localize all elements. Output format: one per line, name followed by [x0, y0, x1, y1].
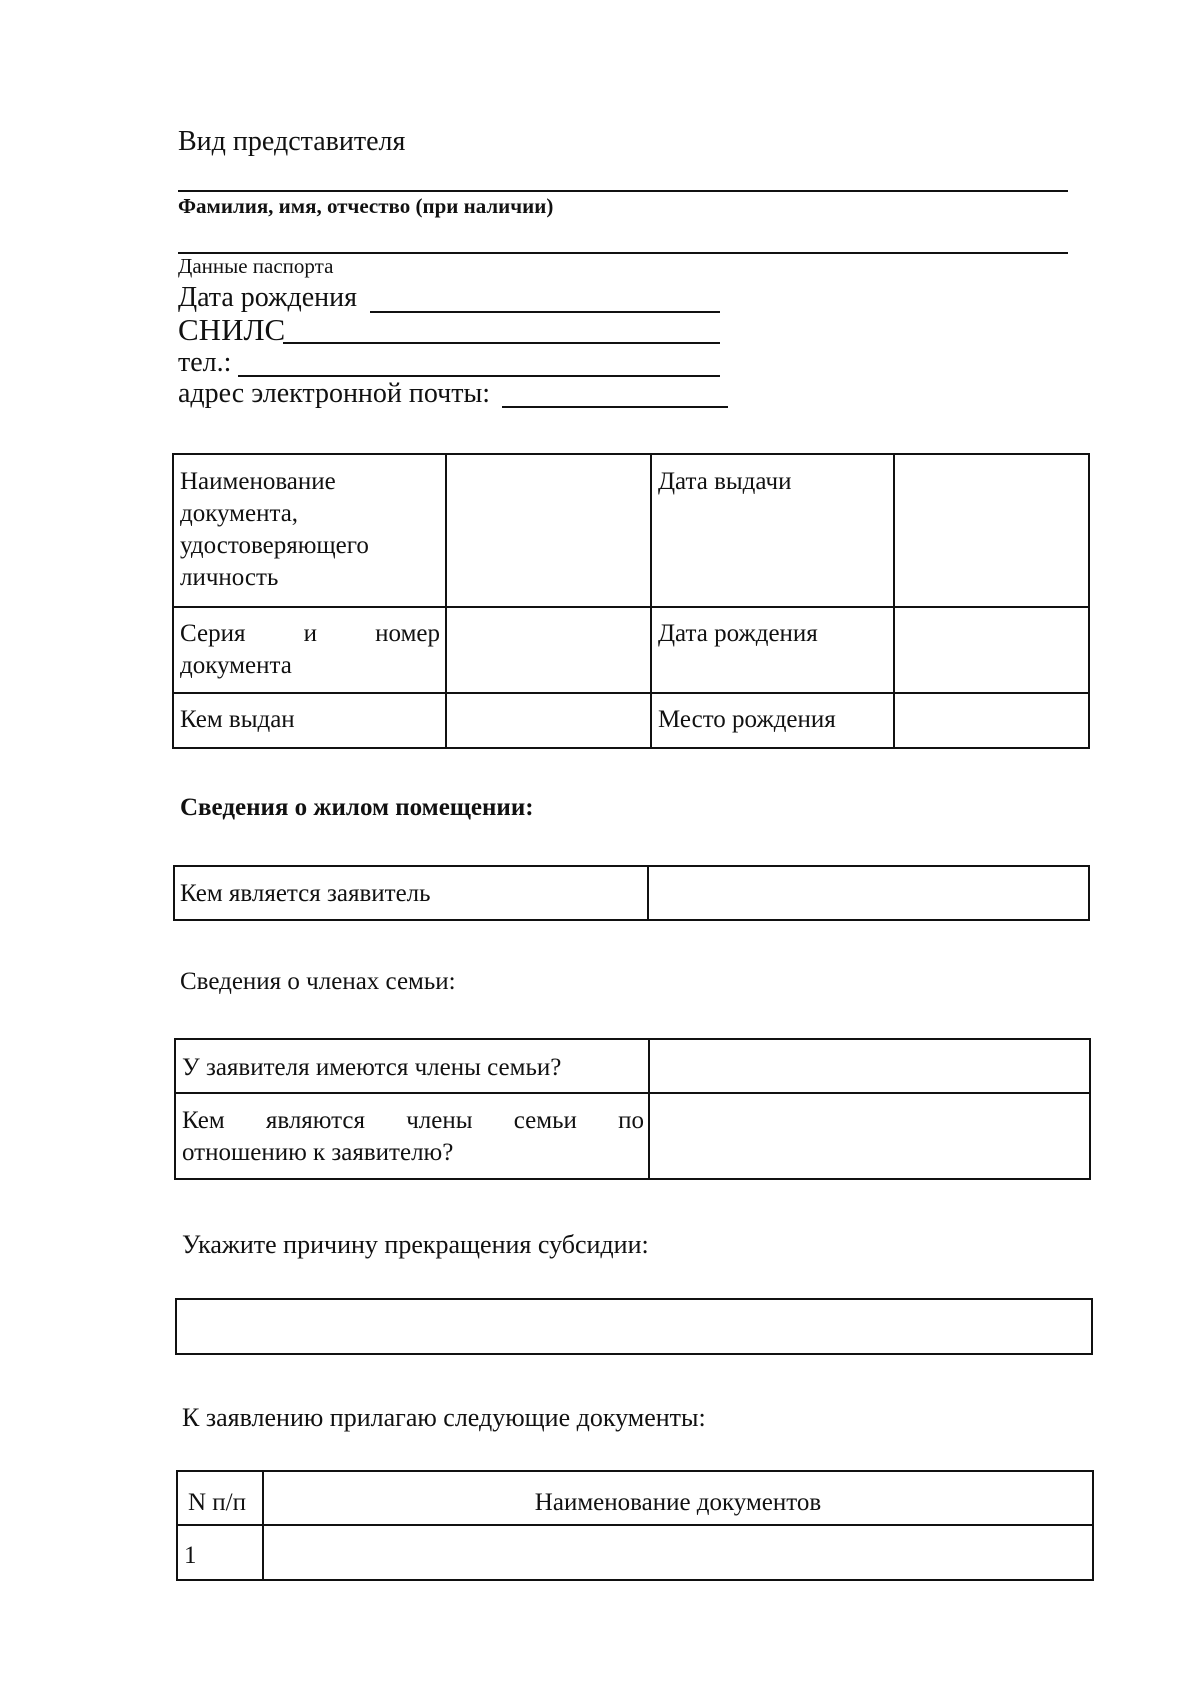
birth-place-label: Место рождения — [658, 706, 836, 733]
reason-heading: Укажите причину прекращения субсидии: — [182, 1230, 649, 1259]
birth-place-value[interactable] — [896, 695, 1088, 747]
birth-date-line[interactable] — [370, 311, 720, 313]
representative-type-line[interactable] — [178, 190, 1068, 192]
series-line-2: документа — [180, 652, 292, 679]
representative-type-label: Вид представителя — [178, 126, 406, 157]
doc-name-line-2: документа, — [180, 500, 299, 527]
family-hline — [174, 1092, 1091, 1094]
snils-line[interactable] — [283, 342, 720, 344]
issue-date-label: Дата выдачи — [658, 468, 792, 495]
has-members-value[interactable] — [651, 1041, 1088, 1090]
housing-heading: Сведения о жилом помещении: — [180, 794, 534, 821]
issued-by-label: Кем выдан — [180, 706, 295, 733]
relation-value[interactable] — [651, 1095, 1088, 1178]
email-line[interactable] — [502, 406, 728, 408]
id-table-hline-1 — [172, 606, 1090, 608]
birth-date-table-label: Дата рождения — [658, 620, 818, 647]
issued-by-value[interactable] — [448, 695, 648, 747]
family-heading: Сведения о членах семьи: — [180, 968, 456, 995]
series-number-value[interactable] — [448, 609, 648, 690]
family-vline — [648, 1038, 650, 1180]
id-table-vline-2 — [650, 453, 652, 749]
id-table-vline-1 — [445, 453, 447, 749]
issue-date-value[interactable] — [896, 456, 1088, 604]
birth-date-label: Дата рождения — [178, 282, 357, 313]
attachments-col-name: Наименование документов — [534, 1489, 822, 1516]
series-word-3: номер — [375, 620, 440, 647]
relation-word-1: Кем — [182, 1107, 225, 1134]
attachment-row-num: 1 — [184, 1542, 197, 1569]
housing-vline — [647, 865, 649, 921]
attachments-hline — [176, 1524, 1094, 1526]
has-members-label: У заявителя имеются члены семьи? — [182, 1054, 562, 1081]
relation-word-5: по — [618, 1107, 644, 1134]
series-word-2: и — [303, 620, 318, 647]
doc-name-value[interactable] — [448, 456, 648, 604]
doc-name-line-4: личность — [180, 564, 279, 591]
series-number-label — [180, 618, 440, 682]
id-table-hline-2 — [172, 692, 1090, 694]
email-label: адрес электронной почты: — [178, 378, 491, 409]
doc-name-line-1: Наименование — [180, 468, 336, 495]
relation-line-2: отношению к заявителю? — [182, 1139, 454, 1166]
phone-label: тел.: — [178, 347, 232, 378]
snils-label: СНИЛС — [178, 312, 286, 347]
applicant-role-value[interactable] — [650, 868, 1087, 918]
relation-word-4: семьи — [513, 1107, 577, 1134]
relation-word-2: являются — [265, 1107, 365, 1134]
birth-date-table-value[interactable] — [896, 609, 1088, 690]
reason-field[interactable] — [175, 1298, 1093, 1355]
phone-line[interactable] — [238, 375, 720, 377]
attachments-heading: К заявлению прилагаю следующие документы: — [182, 1403, 706, 1432]
attachment-row-name[interactable] — [265, 1527, 1092, 1579]
id-table-vline-3 — [893, 453, 895, 749]
relation-word-3: члены — [406, 1107, 473, 1134]
passport-caption: Данные паспорта — [178, 254, 334, 278]
applicant-role-label: Кем является заявитель — [180, 880, 431, 907]
series-word-1: Серия — [180, 620, 246, 647]
doc-name-label — [180, 466, 369, 594]
doc-name-line-3: удостоверяющего — [180, 532, 369, 559]
fio-caption: Фамилия, имя, отчество (при наличии) — [178, 194, 554, 218]
relation-label — [182, 1105, 644, 1169]
attachments-col-num: N п/п — [188, 1489, 247, 1516]
